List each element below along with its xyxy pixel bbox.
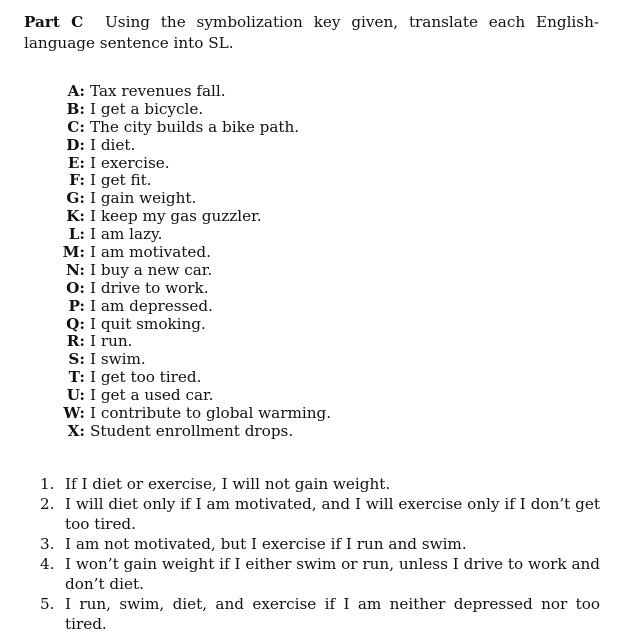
key-letter: K: — [66, 207, 85, 226]
key-entry — [55, 119, 331, 137]
key-letter: C: — [67, 117, 85, 136]
exercise-item — [40, 554, 600, 594]
exercise-item — [40, 594, 600, 634]
key-letter: M: — [62, 243, 85, 262]
exercise-number: 1. — [40, 475, 55, 493]
instruction-text: Using the symbolization key given, translate each English-language sentence into SL. — [24, 13, 599, 52]
exercise-text: I won’t gain weight if I either swim or run, unless I drive to work and don’t diet. — [65, 555, 600, 593]
key-entry — [55, 369, 331, 387]
key-entry — [55, 316, 331, 334]
key-entry — [55, 83, 331, 101]
key-letter: S: — [68, 350, 85, 369]
key-sentence: I quit smoking. — [90, 314, 206, 333]
key-sentence: The city builds a bike path. — [90, 117, 300, 136]
exercise-text: I run, swim, diet, and exercise if I am neither depressed nor too tired. — [65, 595, 600, 633]
key-sentence: I contribute to global warming. — [90, 404, 332, 423]
exercise-number: 4. — [40, 555, 55, 573]
key-letter: U: — [66, 386, 85, 405]
key-letter: O: — [66, 278, 85, 297]
exercise-text: I am not motivated, but I exercise if I run and swim. — [65, 535, 467, 553]
key-letter: R: — [66, 332, 85, 351]
key-letter: A: — [67, 82, 85, 100]
key-letter: W: — [63, 404, 85, 423]
exercise-item — [40, 494, 600, 534]
exercise-list — [40, 474, 600, 634]
key-entry — [55, 101, 331, 119]
key-entry — [55, 387, 331, 405]
key-sentence: I diet. — [90, 135, 136, 154]
key-entry — [55, 155, 331, 173]
key-entry — [55, 137, 331, 155]
key-entry — [55, 262, 331, 280]
key-sentence: I am motivated. — [90, 243, 211, 262]
part-label: Part C — [24, 13, 84, 31]
key-sentence: I exercise. — [90, 153, 170, 172]
key-letter: G: — [66, 189, 85, 208]
key-sentence: I drive to work. — [90, 278, 209, 297]
key-entry — [55, 244, 331, 262]
key-letter: D: — [66, 135, 85, 154]
exercise-number: 2. — [40, 495, 55, 513]
exercise-text: I will diet only if I am motivated, and I will exercise only if I don’t get too tired. — [65, 495, 600, 533]
key-entry — [55, 333, 331, 351]
key-sentence: I am lazy. — [90, 225, 163, 244]
key-sentence: I keep my gas guzzler. — [90, 207, 262, 226]
key-sentence: I get a bicycle. — [90, 99, 204, 118]
key-letter: Q: — [66, 314, 85, 333]
symbolization-key — [55, 83, 331, 441]
key-sentence: I run. — [90, 332, 133, 351]
exercise-number: 5. — [40, 595, 55, 613]
key-sentence: I swim. — [90, 350, 146, 369]
exercise-item — [40, 474, 600, 494]
part-c-instruction — [24, 12, 599, 54]
key-sentence: Tax revenues fall. — [90, 82, 226, 100]
key-letter: F: — [69, 171, 85, 190]
key-entry — [55, 226, 331, 244]
key-entry — [55, 172, 331, 190]
key-sentence: I get fit. — [90, 171, 152, 190]
key-sentence: I get a used car. — [90, 386, 214, 405]
key-entry — [55, 405, 331, 423]
key-letter: B: — [66, 99, 85, 118]
key-entry — [55, 351, 331, 369]
key-entry — [55, 208, 331, 226]
key-sentence: I gain weight. — [90, 189, 197, 208]
key-entry — [55, 423, 331, 441]
exercise-item — [40, 534, 600, 554]
key-letter: N: — [66, 260, 85, 279]
exercise-text: If I diet or exercise, I will not gain weight. — [65, 475, 391, 493]
key-sentence: I get too tired. — [90, 368, 202, 387]
key-letter: T: — [68, 368, 85, 387]
exercise-number: 3. — [40, 535, 55, 553]
key-letter: P: — [68, 296, 85, 315]
key-sentence: I buy a new car. — [90, 260, 213, 279]
key-entry — [55, 298, 331, 316]
key-sentence: I am depressed. — [90, 296, 213, 315]
key-entry — [55, 280, 331, 298]
key-entry — [55, 190, 331, 208]
key-letter: E: — [67, 153, 85, 172]
key-sentence: Student enrollment drops. — [90, 421, 294, 440]
key-letter: L: — [68, 225, 85, 244]
key-letter: X: — [67, 421, 85, 440]
